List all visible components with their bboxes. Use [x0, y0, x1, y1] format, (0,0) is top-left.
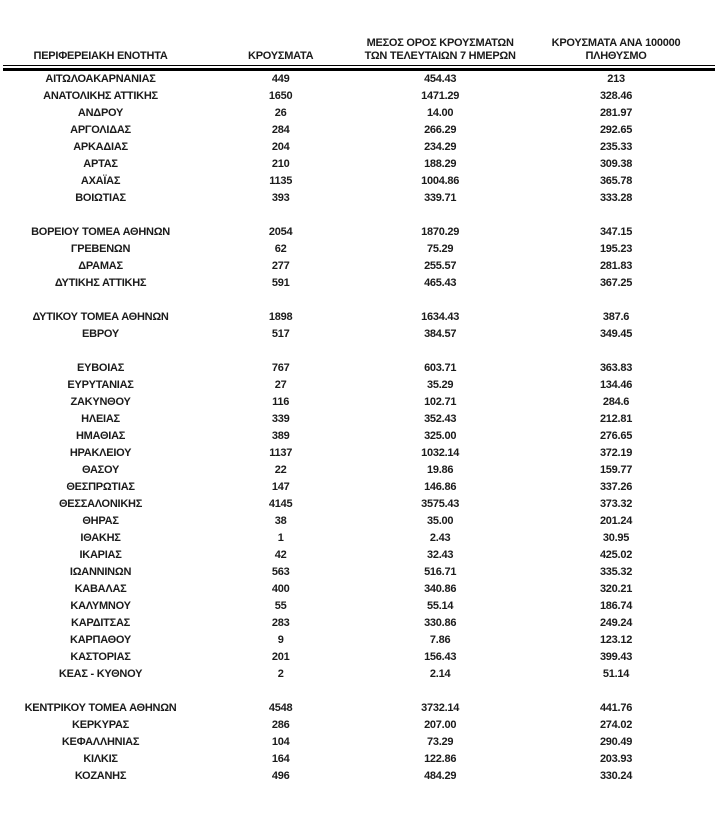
cases-cell: 210 — [271, 158, 290, 170]
avg7-cell: 340.86 — [424, 583, 457, 595]
table-row — [3, 428, 715, 445]
avg7-cell: 102.71 — [424, 396, 457, 408]
avg7-cell: 2.14 — [429, 668, 451, 680]
cases-cell: 1898 — [268, 311, 293, 323]
region-cell: ΙΚΑΡΙΑΣ — [79, 549, 122, 561]
cases-cell: 339 — [271, 413, 290, 425]
per100k-cell: 281.97 — [599, 107, 633, 119]
cases-cell: 4145 — [268, 498, 293, 510]
cases-cell: 277 — [271, 260, 290, 272]
cases-cell: 284 — [271, 124, 290, 136]
table-row — [3, 224, 715, 241]
group-spacer-row — [3, 207, 715, 224]
per100k-cell: 292.65 — [599, 124, 633, 136]
table-row — [3, 258, 715, 275]
column-header-avg7-line: ΤΩΝ ΤΕΛΕΥΤΑΙΩΝ 7 ΗΜΕΡΩΝ — [364, 50, 516, 62]
table-row — [3, 377, 715, 394]
region-cell: ΕΥΒΟΙΑΣ — [77, 362, 125, 374]
cases-cell: 496 — [271, 770, 290, 782]
avg7-cell: 603.71 — [424, 362, 457, 374]
avg7-cell: 32.43 — [427, 549, 454, 561]
region-cell: ΚΑΡΔΙΤΣΑΣ — [71, 617, 131, 629]
avg7-cell: 384.57 — [424, 328, 457, 340]
table-row — [3, 734, 715, 751]
per100k-cell: 347.15 — [599, 226, 633, 238]
avg7-cell: 330.86 — [424, 617, 457, 629]
table-row — [3, 360, 715, 377]
region-cell: ΗΛΕΙΑΣ — [81, 413, 120, 425]
cases-cell: 27 — [274, 379, 287, 391]
per100k-cell: 399.43 — [599, 651, 633, 663]
table-row — [3, 632, 715, 649]
region-cell: ΚΕΑΣ - ΚΥΘΝΟΥ — [58, 668, 143, 680]
per100k-cell: 363.83 — [599, 362, 633, 374]
avg7-cell: 7.86 — [429, 634, 451, 646]
per100k-cell: 235.33 — [599, 141, 633, 153]
per100k-cell: 195.23 — [599, 243, 633, 255]
region-cell: ΖΑΚΥΝΘΟΥ — [70, 396, 131, 408]
table-row — [3, 700, 715, 717]
region-cell: ΘΕΣΠΡΩΤΙΑΣ — [66, 481, 135, 493]
cases-cell: 449 — [271, 73, 290, 85]
column-header-avg7-line: ΜΕΣΟΣ ΟΡΟΣ ΚΡΟΥΣΜΑΤΩΝ — [366, 37, 514, 49]
avg7-cell: 255.57 — [424, 260, 457, 272]
avg7-cell: 266.29 — [424, 124, 457, 136]
per100k-cell: 373.32 — [599, 498, 633, 510]
avg7-cell: 35.29 — [427, 379, 454, 391]
table-row — [3, 496, 715, 513]
avg7-cell: 325.00 — [424, 430, 457, 442]
column-header-region-line: ΠΕΡΙΦΕΡΕΙΑΚΗ ΕΝΟΤΗΤΑ — [33, 50, 168, 62]
cases-cell: 517 — [271, 328, 290, 340]
region-cell: ΔΥΤΙΚΗΣ ΑΤΤΙΚΗΣ — [54, 277, 147, 289]
avg7-cell: 1004.86 — [421, 175, 460, 187]
cases-cell: 591 — [271, 277, 290, 289]
column-header-per100k-line: ΚΡΟΥΣΜΑΤΑ ΑΝΑ 100000 — [551, 37, 681, 49]
column-header-cases-line: ΚΡΟΥΣΜΑΤΑ — [248, 50, 314, 62]
cases-cell: 4548 — [268, 702, 293, 714]
per100k-cell: 281.83 — [599, 260, 633, 272]
avg7-cell: 3732.14 — [421, 702, 460, 714]
avg7-cell: 1634.43 — [421, 311, 460, 323]
group-spacer-row — [3, 343, 715, 360]
cases-cell: 38 — [274, 515, 287, 527]
region-cell: ΚΕΦΑΛΛΗΝΙΑΣ — [61, 736, 140, 748]
cases-cell: 201 — [271, 651, 290, 663]
avg7-cell: 1471.29 — [421, 90, 460, 102]
table-row — [3, 598, 715, 615]
avg7-cell: 188.29 — [424, 158, 457, 170]
per100k-cell: 159.77 — [599, 464, 633, 476]
per100k-cell: 335.32 — [599, 566, 633, 578]
avg7-cell: 156.43 — [424, 651, 457, 663]
table-row — [3, 445, 715, 462]
avg7-cell: 1032.14 — [421, 447, 460, 459]
cases-cell: 1137 — [269, 447, 293, 459]
table-row — [3, 717, 715, 734]
table-header-row — [3, 25, 715, 66]
region-cell: ΗΡΑΚΛΕΙΟΥ — [69, 447, 132, 459]
region-cell: ΘΕΣΣΑΛΟΝΙΚΗΣ — [58, 498, 143, 510]
table-row — [3, 581, 715, 598]
per100k-cell: 249.24 — [599, 617, 633, 629]
cases-cell: 563 — [271, 566, 290, 578]
region-cell: ΕΒΡΟΥ — [82, 328, 120, 340]
cases-cell: 62 — [274, 243, 287, 255]
column-header-per100k — [517, 25, 715, 66]
region-cell: ΑΡΚΑΔΙΑΣ — [73, 141, 128, 153]
cases-cell: 393 — [271, 192, 290, 204]
cases-cell: 116 — [272, 396, 290, 408]
per100k-cell: 320.21 — [599, 583, 633, 595]
avg7-cell: 234.29 — [424, 141, 457, 153]
table-row — [3, 241, 715, 258]
avg7-cell: 35.00 — [427, 515, 454, 527]
per100k-cell: 51.14 — [602, 668, 630, 680]
avg7-cell: 465.43 — [424, 277, 457, 289]
per100k-cell: 201.24 — [599, 515, 633, 527]
region-cell: ΘΑΣΟΥ — [81, 464, 120, 476]
cases-cell: 1 — [277, 532, 284, 544]
table-row — [3, 411, 715, 428]
cases-cell: 164 — [271, 753, 290, 765]
table-row — [3, 105, 715, 122]
table-body — [3, 70, 715, 786]
per100k-cell: 441.76 — [599, 702, 633, 714]
region-cell: ΒΟΡΕΙΟΥ ΤΟΜΕΑ ΑΘΗΝΩΝ — [31, 226, 170, 238]
table-row — [3, 513, 715, 530]
cases-cell: 2 — [277, 668, 284, 680]
per100k-cell: 30.95 — [602, 532, 630, 544]
column-header-cases — [198, 25, 363, 66]
per100k-cell: 387.6 — [602, 311, 630, 323]
region-cell: ΚΕΝΤΡΙΚΟΥ ΤΟΜΕΑ ΑΘΗΝΩΝ — [24, 702, 177, 714]
cases-table — [3, 25, 715, 785]
table-row — [3, 564, 715, 581]
region-cell: ΒΟΙΩΤΙΑΣ — [75, 192, 126, 204]
per100k-cell: 328.46 — [599, 90, 633, 102]
region-cell: ΚΟΖΑΝΗΣ — [74, 770, 127, 782]
region-cell: ΕΥΡΥΤΑΝΙΑΣ — [67, 379, 134, 391]
per100k-cell: 123.12 — [599, 634, 633, 646]
region-cell: ΑΡΤΑΣ — [83, 158, 118, 170]
region-cell: ΚΑΣΤΟΡΙΑΣ — [70, 651, 131, 663]
cases-cell: 9 — [277, 634, 284, 646]
avg7-cell: 454.43 — [424, 73, 457, 85]
table-row — [3, 139, 715, 156]
per100k-cell: 290.49 — [599, 736, 633, 748]
region-cell: ΚΑΛΥΜΝΟΥ — [70, 600, 131, 612]
region-cell: ΚΑΒΑΛΑΣ — [74, 583, 127, 595]
avg7-cell: 516.71 — [424, 566, 457, 578]
per100k-cell: 372.19 — [599, 447, 633, 459]
cases-cell: 2054 — [268, 226, 293, 238]
per100k-cell: 333.28 — [599, 192, 633, 204]
table-row — [3, 394, 715, 411]
per100k-cell: 213 — [607, 73, 625, 85]
per100k-cell: 367.25 — [599, 277, 633, 289]
region-cell: ΙΘΑΚΗΣ — [80, 532, 121, 544]
per100k-cell: 276.65 — [599, 430, 633, 442]
cases-cell: 104 — [271, 736, 290, 748]
region-cell: ΘΗΡΑΣ — [82, 515, 119, 527]
avg7-cell: 19.86 — [427, 464, 454, 476]
cases-cell: 55 — [274, 600, 287, 612]
avg7-cell: 1870.29 — [421, 226, 460, 238]
avg7-cell: 75.29 — [427, 243, 454, 255]
table-row — [3, 122, 715, 139]
avg7-cell: 55.14 — [427, 600, 454, 612]
cases-cell: 1135 — [269, 175, 293, 187]
group-spacer-row — [3, 683, 715, 700]
table-row — [3, 309, 715, 326]
cases-cell: 283 — [271, 617, 290, 629]
table-row — [3, 275, 715, 292]
cases-cell: 22 — [274, 464, 287, 476]
cases-cell: 26 — [274, 107, 287, 119]
avg7-cell: 2.43 — [429, 532, 451, 544]
avg7-cell: 122.86 — [424, 753, 457, 765]
cases-cell: 204 — [271, 141, 290, 153]
region-cell: ΗΜΑΘΙΑΣ — [75, 430, 126, 442]
region-cell: ΑΝΑΤΟΛΙΚΗΣ ΑΤΤΙΚΗΣ — [43, 90, 158, 102]
region-cell: ΑΧΑΪΑΣ — [80, 175, 121, 187]
region-cell: ΚΙΛΚΙΣ — [83, 753, 118, 765]
region-cell: ΙΩΑΝΝΙΝΩΝ — [69, 566, 132, 578]
table-row — [3, 547, 715, 564]
cases-cell: 400 — [271, 583, 290, 595]
per100k-cell: 212.81 — [599, 413, 633, 425]
cases-cell: 767 — [271, 362, 290, 374]
table-row — [3, 649, 715, 666]
cases-cell: 389 — [271, 430, 290, 442]
avg7-cell: 146.86 — [424, 481, 457, 493]
table-row — [3, 190, 715, 207]
region-cell: ΑΝΔΡΟΥ — [77, 107, 124, 119]
column-header-region — [3, 25, 198, 66]
per100k-cell: 203.93 — [599, 753, 633, 765]
region-cell: ΔΥΤΙΚΟΥ ΤΟΜΕΑ ΑΘΗΝΩΝ — [32, 311, 169, 323]
avg7-cell: 3575.43 — [421, 498, 460, 510]
per100k-cell: 337.26 — [599, 481, 633, 493]
table-row — [3, 70, 715, 89]
column-header-avg7 — [363, 25, 517, 66]
region-cell: ΚΑΡΠΑΘΟΥ — [70, 634, 132, 646]
region-cell: ΓΡΕΒΕΝΩΝ — [70, 243, 131, 255]
avg7-cell: 73.29 — [427, 736, 454, 748]
per100k-cell: 309.38 — [599, 158, 633, 170]
cases-cell: 286 — [271, 719, 290, 731]
per100k-cell: 330.24 — [599, 770, 633, 782]
per100k-cell: 274.02 — [599, 719, 633, 731]
per100k-cell: 365.78 — [599, 175, 633, 187]
column-header-per100k-line: ΠΛΗΘΥΣΜΟ — [585, 50, 647, 62]
cases-cell: 147 — [271, 481, 290, 493]
avg7-cell: 339.71 — [424, 192, 457, 204]
per100k-cell: 349.45 — [599, 328, 633, 340]
table-row — [3, 173, 715, 190]
avg7-cell: 484.29 — [424, 770, 457, 782]
table-row — [3, 156, 715, 173]
region-cell: ΑΙΤΩΛΟΑΚΑΡΝΑΝΙΑΣ — [45, 73, 156, 85]
table-header — [3, 25, 715, 70]
table-row — [3, 479, 715, 496]
table-row — [3, 615, 715, 632]
cases-cell: 42 — [274, 549, 287, 561]
region-cell: ΑΡΓΟΛΙΔΑΣ — [70, 124, 131, 136]
avg7-cell: 14.00 — [427, 107, 454, 119]
avg7-cell: 352.43 — [424, 413, 457, 425]
table-row — [3, 768, 715, 785]
region-cell: ΔΡΑΜΑΣ — [78, 260, 123, 272]
avg7-cell: 207.00 — [424, 719, 457, 731]
region-cell: ΚΕΡΚΥΡΑΣ — [72, 719, 130, 731]
per100k-cell: 186.74 — [599, 600, 633, 612]
table-row — [3, 666, 715, 683]
table-row — [3, 88, 715, 105]
per100k-cell: 284.6 — [602, 396, 630, 408]
table-row — [3, 326, 715, 343]
cases-cell: 1650 — [268, 90, 293, 102]
table-row — [3, 751, 715, 768]
table-row — [3, 530, 715, 547]
per100k-cell: 425.02 — [599, 549, 633, 561]
group-spacer-row — [3, 292, 715, 309]
per100k-cell: 134.46 — [599, 379, 633, 391]
table-row — [3, 462, 715, 479]
